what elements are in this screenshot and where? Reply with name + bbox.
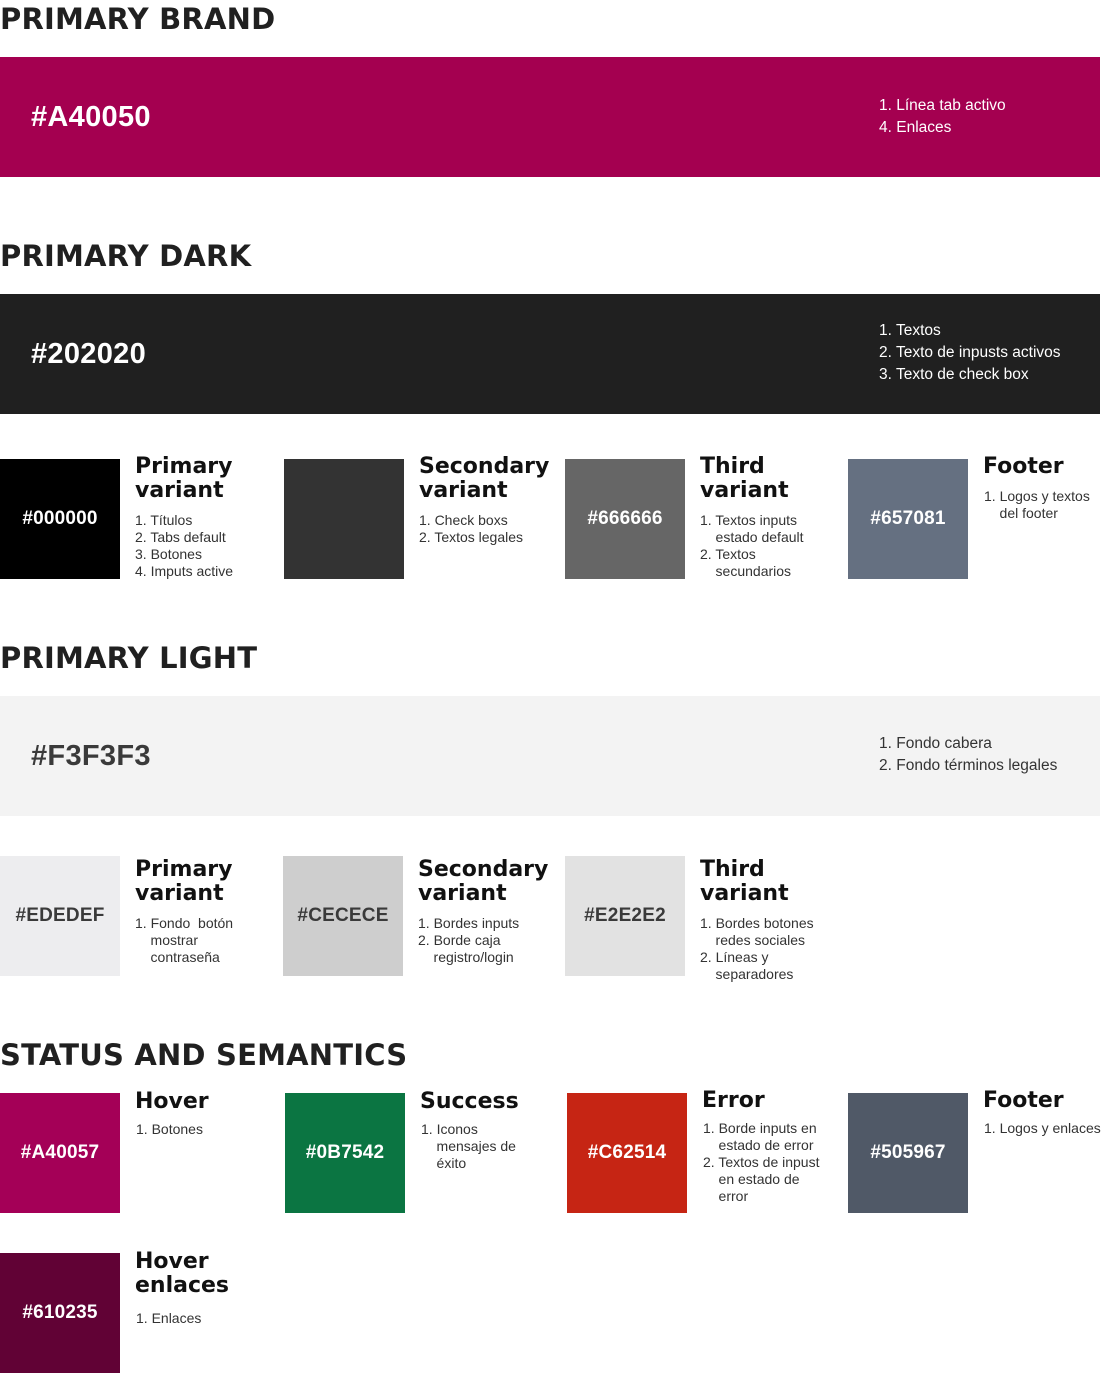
swatch-name: Secondary variant	[419, 454, 550, 503]
note-item: 2. Textos de inpust	[703, 1154, 820, 1170]
swatch-notes	[984, 1120, 1101, 1137]
swatch-notes	[136, 1121, 203, 1138]
swatch-notes	[700, 915, 814, 983]
swatch-footer-status: #505967	[848, 1093, 968, 1213]
swatch-name: Hover	[135, 1089, 209, 1114]
note-item: éxito	[421, 1155, 467, 1171]
primary-light-notes	[879, 733, 1057, 777]
note-item: estado de error	[703, 1137, 814, 1153]
section-heading-primary-light: PRIMARY LIGHT	[0, 641, 258, 675]
note-item: 2. Texto de inpusts activos	[879, 344, 1061, 361]
swatch-secondary-variant-dark	[284, 459, 404, 579]
note-item: 2. Textos legales	[419, 529, 524, 545]
note-item: 1. Fondo botón	[135, 915, 234, 931]
note-item: 1. Bordes botones	[700, 915, 814, 931]
note-item: 1. Textos	[879, 322, 941, 339]
primary-dark-hex: #202020	[31, 338, 146, 370]
note-item: mostrar	[135, 932, 199, 948]
swatch-notes	[984, 488, 1090, 522]
swatch-name: Error	[702, 1088, 765, 1113]
note-item: 1. Iconos	[421, 1121, 478, 1137]
note-item: error	[703, 1188, 749, 1204]
swatch-notes	[703, 1120, 819, 1205]
primary-light-band	[0, 696, 1100, 816]
note-item: 1. Bordes inputs	[418, 915, 520, 931]
swatch-notes	[418, 915, 519, 966]
swatch-footer-dark: #657081	[848, 459, 968, 579]
swatch-notes	[421, 1121, 516, 1172]
note-item: 1. Botones	[136, 1121, 203, 1137]
note-item: 1. Fondo cabera	[879, 735, 992, 752]
swatch-name: Third variant	[700, 454, 789, 503]
note-item: 1. Check boxs	[419, 512, 508, 528]
primary-brand-notes	[879, 95, 1006, 139]
swatch-name: Secondary variant	[418, 857, 549, 906]
section-heading-status: STATUS AND SEMANTICS	[0, 1038, 408, 1072]
primary-brand-hex: #A40050	[31, 101, 151, 133]
swatch-name: Success	[420, 1089, 519, 1114]
swatch-primary-variant-dark: #000000	[0, 459, 120, 579]
swatch-notes	[136, 1310, 201, 1327]
primary-brand-band	[0, 57, 1100, 177]
note-item: 3. Texto de check box	[879, 366, 1029, 383]
swatch-notes	[700, 512, 804, 580]
note-item: 3. Botones	[135, 546, 202, 562]
swatch-name: Primary variant	[135, 857, 233, 906]
note-item: estado default	[700, 529, 804, 545]
note-item: registro/login	[418, 949, 514, 965]
note-item: 2. Borde caja	[418, 932, 501, 948]
swatch-notes	[419, 512, 523, 546]
primary-dark-notes	[879, 320, 1061, 386]
swatch-primary-variant-light: #EDEDEF	[0, 856, 120, 976]
note-item: 1. Títulos	[135, 512, 193, 528]
swatch-secondary-variant-light: #CECECE	[283, 856, 403, 976]
note-item: 1. Borde inputs en	[703, 1120, 817, 1136]
primary-light-hex: #F3F3F3	[31, 740, 151, 772]
primary-dark-band	[0, 294, 1100, 414]
note-item: 4. Enlaces	[879, 119, 952, 136]
note-item: del footer	[984, 505, 1058, 521]
swatch-success: #0B7542	[285, 1093, 405, 1213]
swatch-third-variant-dark: #666666	[565, 459, 685, 579]
note-item: redes sociales	[700, 932, 806, 948]
swatch-name: Footer	[983, 454, 1064, 479]
section-heading-primary-brand: PRIMARY BRAND	[0, 2, 276, 36]
note-item: 1. Textos inputs	[700, 512, 798, 528]
swatch-error: #C62514	[567, 1093, 687, 1213]
note-item: 4. Imputs active	[135, 563, 234, 579]
note-item: 2. Tabs default	[135, 529, 226, 545]
swatch-notes	[135, 512, 233, 580]
note-item: 1. Enlaces	[136, 1310, 202, 1326]
section-heading-primary-dark: PRIMARY DARK	[0, 239, 252, 273]
swatch-hover-links: #610235	[0, 1253, 120, 1373]
swatch-name: Primary variant	[135, 454, 233, 503]
swatch-name: Third variant	[700, 857, 789, 906]
note-item: secundarios	[700, 563, 792, 579]
swatch-third-variant-light: #E2E2E2	[565, 856, 685, 976]
note-item: 1. Línea tab activo	[879, 97, 1006, 114]
note-item: 2. Fondo términos legales	[879, 757, 1058, 774]
swatch-name: Footer	[983, 1088, 1064, 1113]
note-item: 1. Logos y enlaces	[984, 1120, 1101, 1136]
note-item: en estado de	[703, 1171, 800, 1187]
note-item: contraseña	[135, 949, 220, 965]
swatch-name: Hover enlaces	[135, 1249, 230, 1298]
note-item: 1. Logos y textos	[984, 488, 1090, 504]
swatch-hover: #A40057	[0, 1093, 120, 1213]
note-item: separadores	[700, 966, 794, 982]
note-item: mensajes de	[421, 1138, 516, 1154]
swatch-notes	[135, 915, 233, 966]
note-item: 2. Líneas y	[700, 949, 769, 965]
note-item: 2. Textos	[700, 546, 756, 562]
